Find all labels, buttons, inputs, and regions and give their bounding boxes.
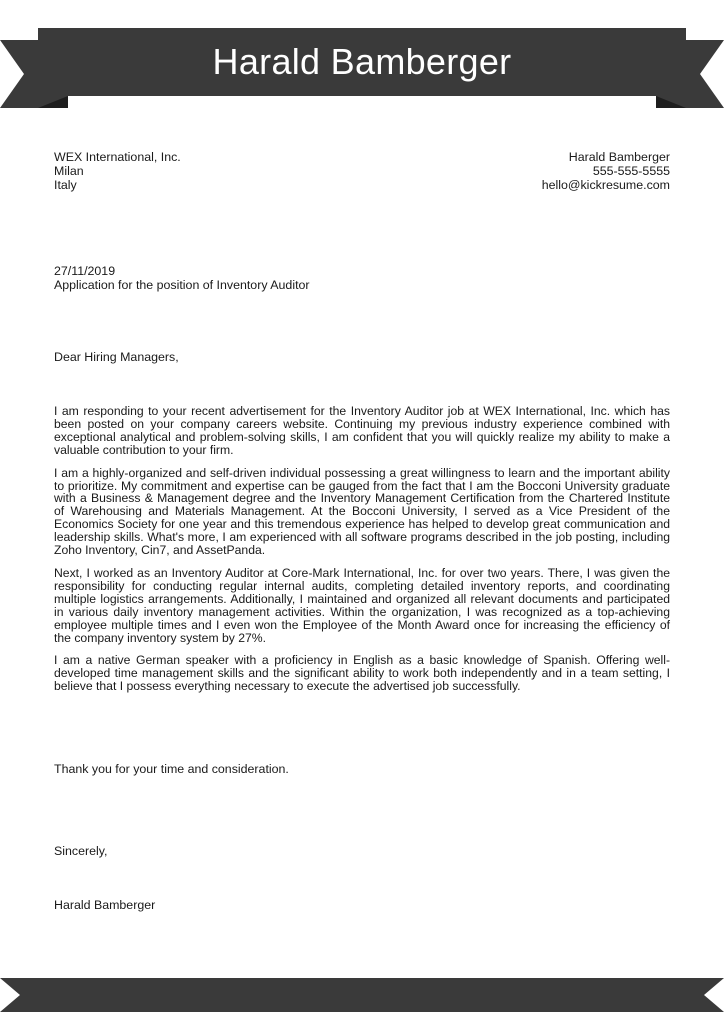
recipient-city: Milan: [54, 164, 84, 178]
thanks-line: Thank you for your time and consideration.: [54, 762, 289, 776]
body-paragraph-3: Next, I worked as an Inventory Auditor at Core-Mark International, Inc. for over two years. There, I was given the responsibility for conducting regular internal audits, completing detailed inventory reports, and coordinating multiple logistics arrangements. Additionally, I maintained and organized all relevant documents and participated in various daily inventory management activities. Within the organization, I was recognized as a top-achieving employee multiple times and I even won the Employee of the Month Award once for increasing the efficiency of the company inventory system by 27%.: [54, 565, 670, 645]
letter-subject: Application for the position of Inventory Auditor: [54, 278, 310, 292]
sender-name: Harald Bamberger: [568, 150, 670, 164]
recipient-company: WEX International, Inc.: [54, 150, 181, 164]
page-title: Harald Bamberger: [212, 41, 512, 82]
salutation: Dear Hiring Managers,: [54, 350, 179, 364]
body-paragraph-2: I am a highly-organized and self-driven individual possessing a great willingness to learn and the important ability to prioritize. My commitment and expertise can be gauged from the fact that I am the Bocconi University graduate with a Business & Management degree and the Inventory Management Certification from the Chartered Institute of Warehousing and Materials Management. At the Bocconi University, I served as a Vice President of the Economics Society for one year and this tremendous experience has helped to develop great communication and leadership skills. What's more, I am experienced with all software programs described in the job posting, including Zoho Inventory, Cin7, and AssetPanda.: [54, 465, 670, 558]
letter-date: 27/11/2019: [54, 264, 116, 278]
body-paragraph-1: I am responding to your recent advertisement for the Inventory Auditor job at WEX International, Inc. which has been posted on your company careers website. Continuing my previous industry experience combined with exceptional analytical and problem-solving skills, I am confident that you will quickly realize my ability to make a valuable contribution to your firm.: [54, 404, 670, 457]
sender-phone: 555-555-5555: [592, 164, 670, 178]
footer-ribbon-shape: [0, 978, 724, 1012]
closing-line: Sincerely,: [54, 844, 108, 858]
footer-ribbon-band: [0, 978, 724, 1012]
sender-contact: [542, 150, 670, 192]
recipient-address: [54, 150, 181, 192]
header-ribbon: [0, 0, 724, 112]
signature-name: Harald Bamberger: [54, 898, 156, 912]
letter-body: [54, 405, 670, 703]
body-paragraph-4: I am a native German speaker with a proficiency in English as a basic knowledge of Spanish. Offering well-developed time management skills and the significant ability to work both independently and in a team setting, I believe that I possess everything necessary to execute the advertised job successfully.: [54, 653, 670, 694]
footer-ribbon: [0, 978, 724, 1012]
recipient-country: Italy: [54, 178, 77, 192]
date-subject-block: [54, 264, 310, 292]
sender-email[interactable]: hello@kickresume.com: [541, 178, 670, 192]
